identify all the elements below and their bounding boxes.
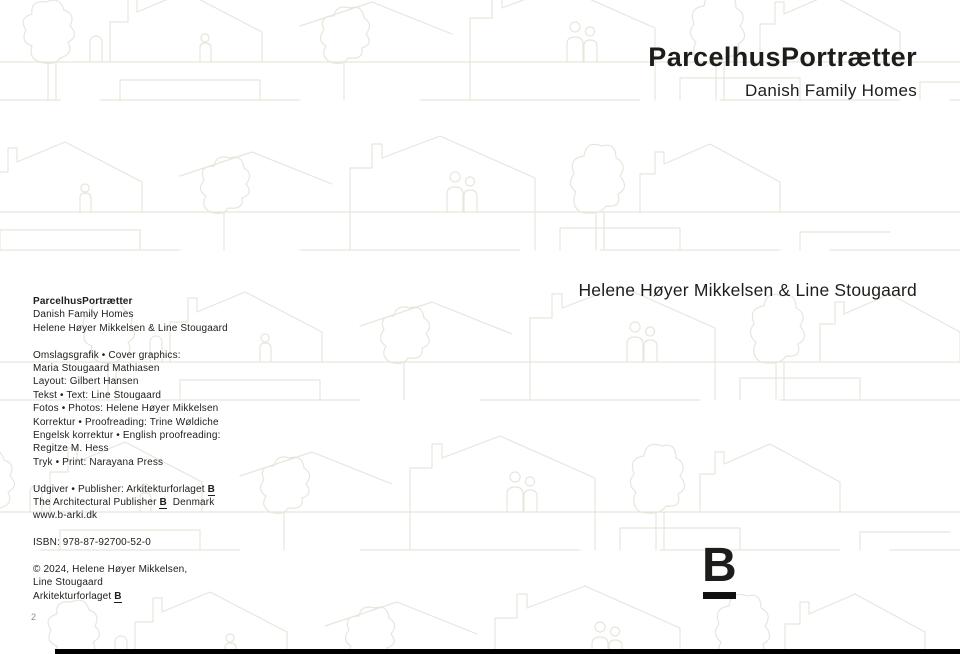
publisher-line <box>33 483 228 496</box>
bottom-page-edge-bar <box>55 649 960 654</box>
credit-line: Engelsk korrektur • English proofreading: <box>33 430 221 442</box>
copyright-line: Line Stougaard <box>33 577 103 589</box>
colophon-authors: Helene Høyer Mikkelsen & Line Stougaard <box>33 322 228 334</box>
title-block <box>648 42 917 101</box>
credit-line: Tekst • Text: Line Stougaard <box>33 389 162 401</box>
copyright-line: © 2024, Helene Høyer Mikkelsen, <box>33 564 188 576</box>
colophon-publisher-block <box>33 483 228 523</box>
colophon-isbn-block <box>33 536 228 549</box>
b-logo-underline-bar <box>703 592 736 599</box>
authors-line: Helene Høyer Mikkelsen & Line Stougaard <box>578 280 917 300</box>
publisher-b-logo-inline: B <box>159 497 167 509</box>
credit-line: Omslagsgrafik • Cover graphics: <box>33 349 181 361</box>
colophon-credits-block <box>33 349 228 470</box>
credit-line: Layout: Gilbert Hansen <box>33 376 139 388</box>
credit-line: Tryk • Print: Narayana Press <box>33 456 164 468</box>
colophon-title: ParcelhusPortrætter <box>33 296 133 307</box>
b-logo-letter: B <box>702 539 737 592</box>
page-number: 2 <box>31 612 37 622</box>
copyright-text: Arkitekturforlaget <box>33 590 115 602</box>
publisher-line <box>33 496 228 509</box>
credit-line: Regitze M. Hess <box>33 443 109 455</box>
colophon-subtitle: Danish Family Homes <box>33 309 134 321</box>
colophon-title-block <box>33 295 228 335</box>
isbn-line: ISBN: 978-87-92700-52-0 <box>33 537 151 549</box>
book-title: ParcelhusPortrætter <box>648 42 917 72</box>
publisher-text: Udgiver • Publisher: Arkitekturforlaget <box>33 483 208 495</box>
book-subtitle: Danish Family Homes <box>745 81 917 100</box>
credit-line: Fotos • Photos: Helene Høyer Mikkelsen <box>33 403 219 415</box>
colophon-copyright-block <box>33 563 228 603</box>
publisher-b-logo <box>702 539 742 599</box>
credit-line: Korrektur • Proofreading: Trine Wøldiche <box>33 416 219 428</box>
publisher-country: Denmark <box>169 497 215 509</box>
copyright-b-logo-inline: B <box>114 590 122 602</box>
publisher-b-logo-inline: B <box>207 483 215 495</box>
copyright-line <box>33 590 228 603</box>
publisher-website: www.b-arki.dk <box>33 510 98 522</box>
publisher-text: The Architectural Publisher <box>33 497 160 509</box>
credit-line: Maria Stougaard Mathiasen <box>33 363 160 375</box>
colophon <box>33 295 228 617</box>
